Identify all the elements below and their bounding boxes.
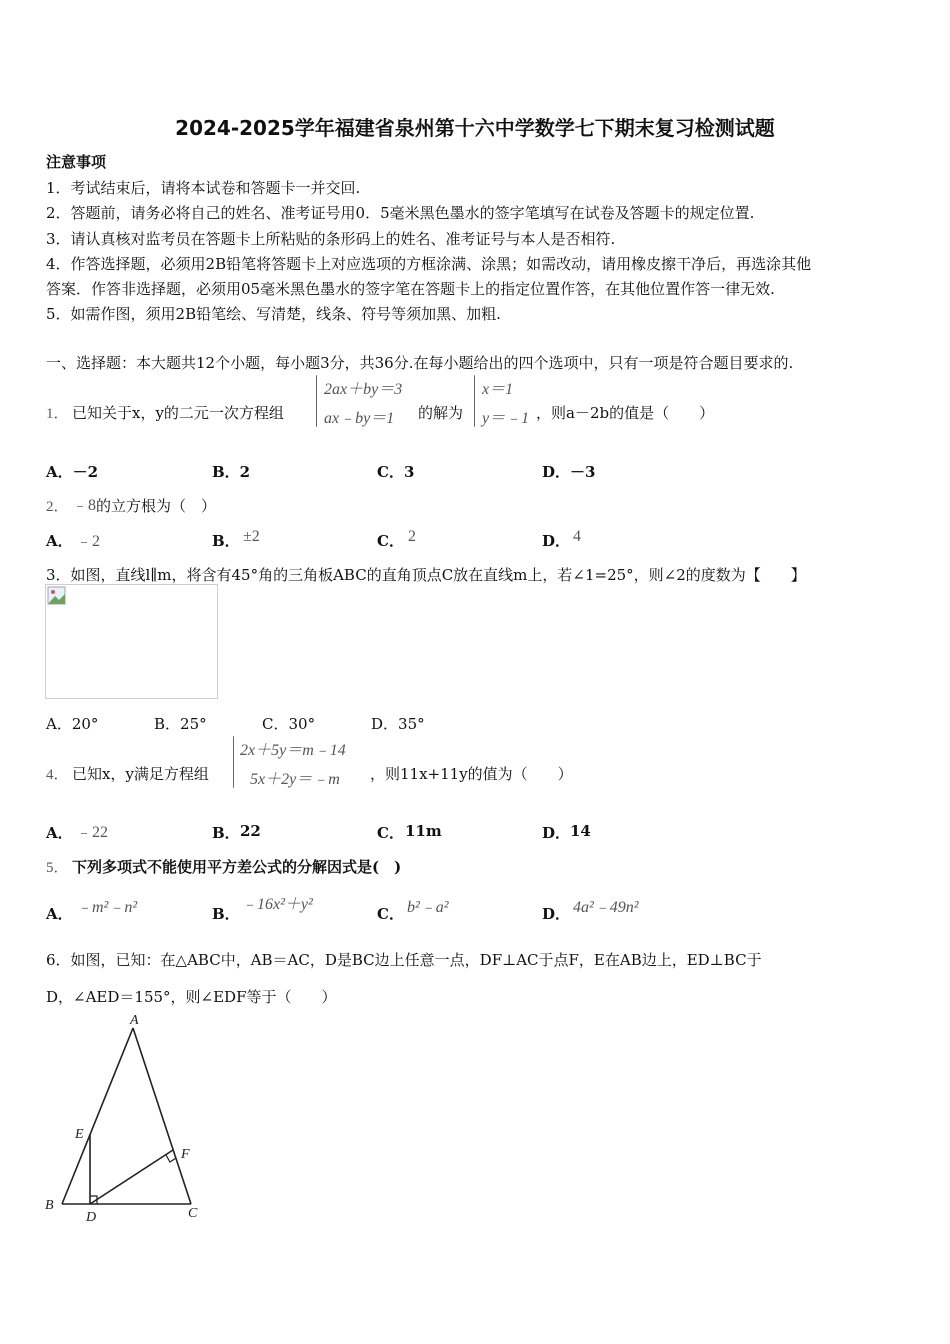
- q5-option-a-label[interactable]: A．: [46, 905, 73, 923]
- q5-option-c-value: b²﹣a²: [407, 899, 449, 916]
- q1-stem-post: ，则a－2b的值是（ ）: [536, 404, 715, 422]
- q1-system-eq2: ax﹣by＝1: [324, 410, 395, 427]
- label-a: A: [130, 1013, 139, 1028]
- q5-stem: 下列多项式不能使用平方差公式的分解因式是( ): [72, 858, 402, 876]
- notice-heading: 注意事项: [46, 153, 107, 171]
- q1-solution-y: y＝﹣1: [482, 410, 530, 427]
- q3-option-b[interactable]: B．25°: [154, 715, 207, 733]
- q4-system-eq1: 2x＋5y＝m﹣14: [240, 742, 346, 759]
- q2-option-a-value: ﹣2: [76, 533, 101, 550]
- side-ab: [62, 1028, 133, 1204]
- q1-solution-brace: [474, 375, 475, 427]
- q3-stem: 3．如图，直线l∥m，将含有45°角的三角板ABC的直角顶点C放在直线m上，若∠1=25°，则∠2的度数为【 】: [46, 566, 806, 584]
- q2-number: 2．: [46, 499, 69, 515]
- q5-option-d-value: 4a²﹣49n²: [573, 899, 639, 916]
- q2-option-c-value: 2: [408, 528, 416, 545]
- label-e: E: [75, 1127, 84, 1142]
- q4-system-eq2: 5x＋2y＝﹣m: [250, 771, 340, 788]
- label-d: D: [86, 1210, 97, 1225]
- q2-expression: ﹣8: [72, 497, 97, 514]
- broken-image-icon: [47, 586, 67, 606]
- q6-stem-line1: 6．如图，已知：在△ABC中，AB＝AC，D是BC边上任意一点，DF⊥AC于点F，E在AB边上，ED⊥BC于: [46, 951, 762, 969]
- notice-item: 1．考试结束后，请将本试卷和答题卡一并交回.: [46, 179, 361, 197]
- q1-stem-pre: 已知关于x，y的二元一次方程组: [72, 404, 284, 422]
- q4-option-a-label[interactable]: A．: [46, 824, 73, 842]
- q6-triangle-figure: [40, 1010, 220, 1225]
- q2-option-a-label[interactable]: A．: [46, 532, 73, 550]
- q3-figure-placeholder: [45, 584, 218, 699]
- q1-option-b[interactable]: B．2: [212, 463, 251, 481]
- q2-option-b-label[interactable]: B．: [212, 532, 240, 550]
- q2-option-d-value: 4: [573, 528, 581, 545]
- q5-option-c-label[interactable]: C．: [377, 905, 404, 923]
- q1-solution-x: x＝1: [482, 381, 514, 398]
- q4-option-b-value: 22: [240, 822, 261, 840]
- segment-df: [90, 1150, 173, 1204]
- q5-option-b-value: ﹣16x²＋y²: [241, 896, 313, 913]
- q1-option-a[interactable]: A．－2: [46, 463, 99, 481]
- q1-system-eq1: 2ax＋by＝3: [324, 381, 403, 398]
- q4-system-brace: [233, 736, 234, 788]
- q3-option-a[interactable]: A．20°: [46, 715, 99, 733]
- q4-number: 4．: [46, 767, 69, 783]
- label-f: F: [181, 1147, 190, 1162]
- q5-option-b-label[interactable]: B．: [212, 905, 240, 923]
- notice-item: 2．答题前，请务必将自己的姓名、准考证号用0．5毫米黑色墨水的签字笔填写在试卷及答题卡的规定位置.: [46, 204, 755, 222]
- q4-option-c-value: 11m: [405, 822, 442, 840]
- q2-option-b-value: ±2: [243, 528, 260, 545]
- q1-option-c[interactable]: C．3: [377, 463, 415, 481]
- label-c: C: [188, 1206, 198, 1221]
- page-title: 2024-2025学年福建省泉州第十六中学数学七下期末复习检测试题: [175, 116, 775, 140]
- q4-stem-post: ，则11x+11y的值为（ ）: [370, 765, 573, 783]
- q6-stem-line2: D，∠AED＝155°，则∠EDF等于（ ）: [46, 988, 337, 1006]
- q4-stem-pre: 已知x，y满足方程组: [72, 765, 209, 783]
- q5-option-a-value: ﹣m²﹣n²: [76, 899, 138, 916]
- q2-option-c-label[interactable]: C．: [377, 532, 404, 550]
- notice-item: 答案．作答非选择题，必须用05毫米黑色墨水的签字笔在答题卡上的指定位置作答，在其他位置作答一律无效.: [46, 280, 775, 298]
- q4-option-c-label[interactable]: C．: [377, 824, 404, 842]
- q3-option-c[interactable]: C．30°: [262, 715, 316, 733]
- q4-option-d-value: 14: [570, 822, 591, 840]
- q4-option-d-label[interactable]: D．: [542, 824, 571, 842]
- q5-option-d-label[interactable]: D．: [542, 905, 571, 923]
- q2-option-d-label[interactable]: D．: [542, 532, 571, 550]
- section-heading: 一、选择题：本大题共12个小题，每小题3分，共36分.在每小题给出的四个选项中，只有一项是符合题目要求的.: [46, 354, 794, 372]
- q1-number: 1．: [46, 406, 69, 422]
- q4-option-a-value: ﹣22: [76, 824, 109, 841]
- notice-item: 4．作答选择题，必须用2B铅笔将答题卡上对应选项的方框涂满、涂黑；如需改动，请用橡皮擦干净后，再选涂其他: [46, 255, 812, 273]
- notice-item: 5．如需作图，须用2B铅笔绘、写清楚，线条、符号等须加黑、加粗.: [46, 305, 501, 323]
- label-b: B: [45, 1198, 54, 1213]
- q1-system-brace: [316, 375, 317, 427]
- q5-number: 5．: [46, 860, 69, 876]
- q1-stem-mid: 的解为: [418, 404, 464, 422]
- side-ac: [133, 1028, 191, 1204]
- notice-item: 3．请认真核对监考员在答题卡上所粘贴的条形码上的姓名、准考证号与本人是否相符.: [46, 230, 616, 248]
- q1-option-d[interactable]: D．－3: [542, 463, 596, 481]
- q3-option-d[interactable]: D．35°: [371, 715, 425, 733]
- q2-stem: 的立方根为（ ）: [96, 497, 217, 515]
- q4-option-b-label[interactable]: B．: [212, 824, 240, 842]
